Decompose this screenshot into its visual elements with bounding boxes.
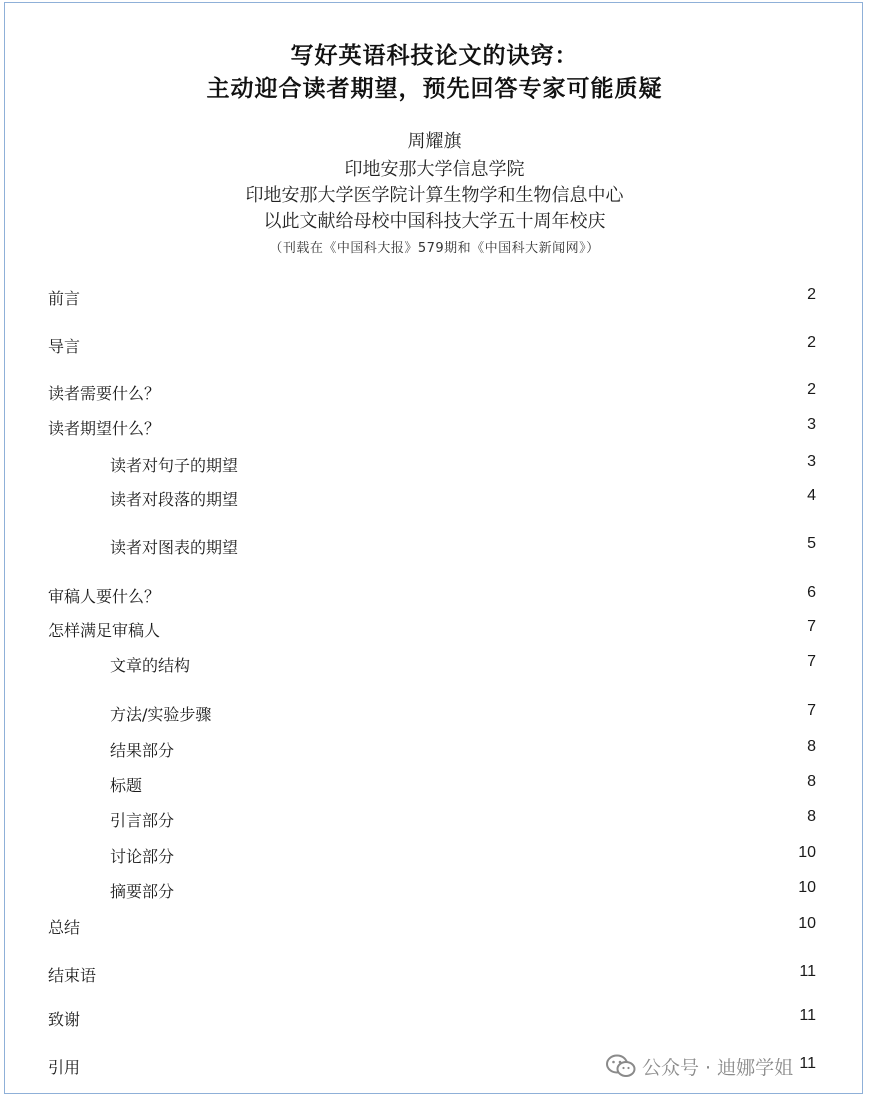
toc-entry-label: 读者需要什么？ — [48, 384, 161, 403]
toc-entry-page: 8 — [807, 738, 816, 755]
toc-entry[interactable] — [0, 915, 869, 939]
toc-entry-label: 致谢 — [48, 1010, 81, 1029]
toc-entry-label: 结果部分 — [110, 741, 175, 760]
toc-entry-label: 读者期望什么？ — [48, 419, 161, 438]
toc-entry-label: 讨论部分 — [110, 847, 175, 866]
toc-entry-label: 读者对段落的期望 — [110, 490, 239, 509]
toc-entry[interactable] — [0, 584, 869, 608]
document-title-line1: 写好英语科技论文的诀窍： — [290, 43, 579, 69]
dedication: 以此文献给母校中国科技大学五十周年校庆 — [263, 211, 606, 232]
toc-entry-label: 导言 — [48, 337, 81, 356]
toc-entry-label: 审稿人要什么？ — [48, 587, 161, 606]
toc-entry-page: 7 — [807, 618, 816, 635]
toc-entry-page: 11 — [799, 1007, 816, 1024]
toc-entry-page: 8 — [807, 808, 816, 825]
publication-note: （刊载在《中国科大报》579期和《中国科大新闻网》） — [269, 241, 600, 256]
toc-entry[interactable] — [0, 1007, 869, 1031]
toc-entry[interactable] — [0, 963, 869, 987]
toc-entry[interactable] — [0, 738, 869, 762]
watermark-text: 公众号 · 迪娜学姐 — [642, 1056, 794, 1079]
toc-entry-label: 读者对图表的期望 — [110, 538, 239, 557]
toc-entry-label: 摘要部分 — [110, 882, 175, 901]
toc-entry-label: 引言部分 — [110, 811, 175, 830]
toc-entry-label: 读者对句子的期望 — [110, 456, 239, 475]
affiliation-1: 印地安那大学信息学院 — [344, 159, 525, 180]
toc-entry-page: 11 — [799, 1055, 816, 1072]
toc-entry[interactable] — [0, 702, 869, 726]
toc-entry[interactable] — [0, 808, 869, 832]
toc-entry-label: 引用 — [48, 1058, 81, 1077]
toc-entry-label: 结束语 — [48, 966, 97, 985]
toc-entry[interactable] — [0, 653, 869, 677]
watermark — [606, 1050, 793, 1082]
toc-entry[interactable] — [0, 879, 869, 903]
author-name: 周耀旗 — [407, 131, 462, 152]
toc-entry-page: 7 — [807, 702, 816, 719]
toc-entry-page: 3 — [807, 416, 816, 433]
toc-entry-page: 2 — [807, 334, 816, 351]
toc-entry-label: 前言 — [48, 289, 81, 308]
toc-entry[interactable] — [0, 844, 869, 868]
wechat-icon — [606, 1053, 636, 1079]
toc-entry-label: 方法/实验步骤 — [110, 705, 212, 724]
toc-entry-label: 文章的结构 — [110, 656, 191, 675]
toc-entry-label: 标题 — [110, 776, 143, 795]
toc-entry-page: 2 — [807, 381, 816, 398]
toc-entry[interactable] — [0, 535, 869, 559]
toc-entry-page: 4 — [807, 487, 816, 504]
toc-entry[interactable] — [0, 286, 869, 310]
toc-entry-page: 3 — [807, 453, 816, 470]
toc-entry[interactable] — [0, 487, 869, 511]
toc-entry-label: 总结 — [48, 918, 81, 937]
toc-entry-page: 11 — [799, 963, 816, 980]
document-title-line2: 主动迎合读者期望，预先回答专家可能质疑 — [206, 76, 663, 102]
toc-entry[interactable] — [0, 416, 869, 440]
toc-entry-page: 10 — [798, 915, 816, 932]
toc-entry-page: 5 — [807, 535, 816, 552]
toc-entry-page: 10 — [798, 879, 816, 896]
affiliation-2: 印地安那大学医学院计算生物学和生物信息中心 — [245, 185, 624, 206]
toc-entry[interactable] — [0, 381, 869, 405]
toc-entry-page: 6 — [807, 584, 816, 601]
toc-entry-page: 2 — [807, 286, 816, 303]
toc-entry-page: 10 — [798, 844, 816, 861]
toc-entry[interactable] — [0, 618, 869, 642]
toc-entry-page: 8 — [807, 773, 816, 790]
toc-entry-page: 7 — [807, 653, 816, 670]
toc-entry[interactable] — [0, 334, 869, 358]
toc-entry[interactable] — [0, 773, 869, 797]
toc-entry-label: 怎样满足审稿人 — [48, 621, 161, 640]
toc-entry[interactable] — [0, 453, 869, 477]
